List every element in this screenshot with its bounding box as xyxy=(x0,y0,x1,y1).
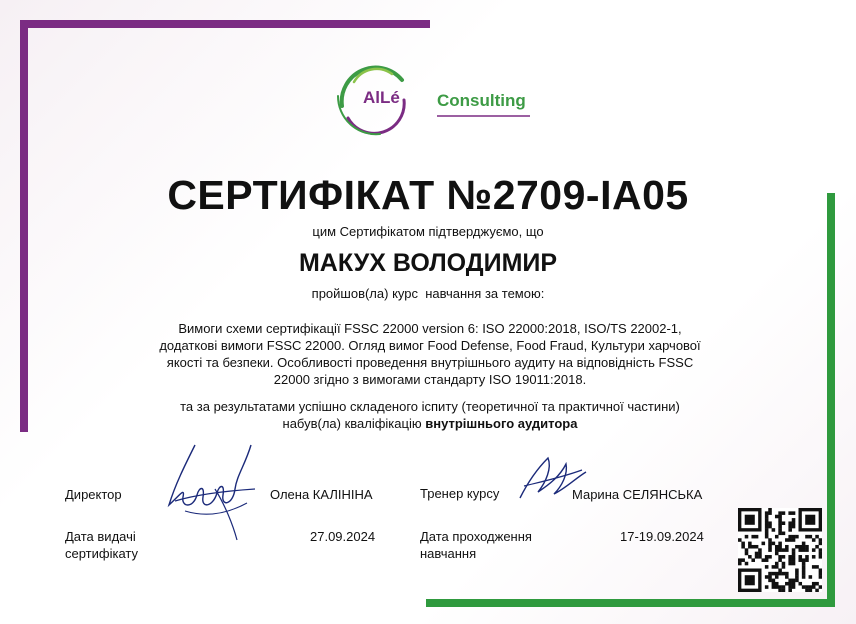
qr-code-icon xyxy=(738,508,822,592)
frame-bottom-green xyxy=(426,599,835,607)
training-date: 17-19.09.2024 xyxy=(620,529,704,544)
logo-suffix-text: Consulting xyxy=(437,91,526,110)
trainer-name: Марина СЕЛЯНСЬКА xyxy=(572,487,703,502)
holder-name: МАКУХ ВОЛОДИМИР xyxy=(298,249,558,277)
confirm-text: цим Сертифікатом підтверджуємо, що xyxy=(312,224,544,239)
issue-date-label: Дата видачі сертифікату xyxy=(65,529,138,561)
issue-date: 27.09.2024 xyxy=(310,529,376,544)
completed-text: пройшов(ла) курс навчання за темою: xyxy=(311,286,545,301)
result-line-2-prefix: набув(ла) кваліфікацію xyxy=(282,416,426,431)
signature-director xyxy=(155,425,265,545)
qualification: внутрішнього аудитора xyxy=(425,416,578,431)
company-logo xyxy=(330,60,540,140)
certificate-title: СЕРТИФІКАТ №2709-IA05 xyxy=(167,172,689,218)
course-topic: Вимоги схеми сертифікації FSSC 22000 version 6: ISO 22000:2018, ISO/TS 22002-1, додаткові вимоги FSSC 22000. Огляд вимог Food Defense, Food Fraud, Культури харчової якості та безпеки. Особливості проведення внутрішнього аудиту на відповідність FSSC 22000 згідно з вимогами стандарту ISO 19011:2018. xyxy=(159,321,701,387)
logo-brand-text: AlLé xyxy=(363,88,400,107)
director-name: Олена КАЛІНІНА xyxy=(270,487,373,502)
result-line-1: та за результатами успішно складеного іспиту (теоретичної та практичної частини) xyxy=(180,399,680,414)
trainer-label: Тренер курсу xyxy=(420,486,500,501)
frame-top-purple xyxy=(20,20,430,28)
director-label: Директор xyxy=(65,487,122,502)
training-date-label: Дата проходження навчання xyxy=(420,529,532,561)
